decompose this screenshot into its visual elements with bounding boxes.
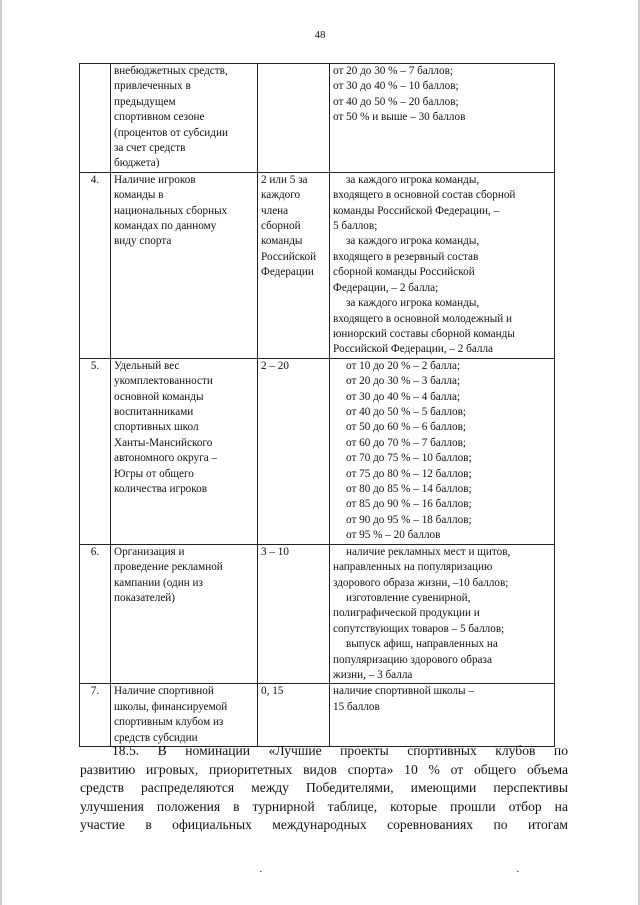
scoring-cell bbox=[330, 544, 555, 684]
criterion-line: Организация и bbox=[114, 545, 185, 558]
scoring-line: от 95 % – 20 баллов bbox=[346, 529, 441, 542]
page-number: 48 bbox=[314, 29, 326, 41]
scoring-line: от 30 до 40 % – 10 баллов; bbox=[333, 80, 459, 93]
criterion-line: автономного округа – bbox=[114, 452, 218, 465]
scoring-line: от 40 до 50 % – 20 баллов; bbox=[333, 95, 459, 108]
table-row bbox=[80, 684, 555, 747]
paragraph-line: улучшения положения в турнирной таблице, которые прошли отбор на bbox=[80, 798, 568, 814]
criterion-line: виду спорта bbox=[114, 235, 172, 248]
row-number-cell: 6. bbox=[80, 544, 111, 684]
scoring-line: Федерации, – 2 балла; bbox=[333, 281, 439, 294]
scoring-line: от 60 до 70 % – 7 баллов; bbox=[346, 436, 466, 449]
row-number-cell: 5. bbox=[80, 358, 111, 544]
scoring-line: от 80 до 85 % – 14 баллов; bbox=[346, 482, 472, 495]
scoring-line: от 50 % и выше – 30 баллов bbox=[333, 111, 466, 124]
criterion-line: бюджета) bbox=[114, 157, 160, 170]
scoring-line: от 85 до 90 % – 16 баллов; bbox=[346, 498, 472, 511]
criterion-cell bbox=[111, 544, 258, 684]
scoring-line: юниорский составы сборной команды bbox=[333, 327, 515, 340]
points-line: Федерации bbox=[261, 266, 314, 279]
criterion-line: командах по данному bbox=[114, 220, 217, 233]
scoring-line: от 20 до 30 % – 7 баллов; bbox=[333, 65, 453, 77]
paragraph-line: 18.5. В номинации «Лучшие проекты спортивных клубов по bbox=[112, 743, 568, 758]
table-row bbox=[80, 358, 555, 544]
scoring-line: от 75 до 80 % – 12 баллов; bbox=[346, 467, 472, 480]
criterion-line: Ханты-Мансийского bbox=[114, 436, 213, 449]
scoring-line: входящего в основной состав сборной bbox=[333, 189, 516, 202]
points-line: 0, 15 bbox=[261, 685, 284, 698]
criterion-line: национальных сборных bbox=[114, 204, 228, 217]
criterion-line: Югры от общего bbox=[114, 467, 194, 480]
criterion-cell bbox=[111, 684, 258, 747]
scoring-line: полиграфической продукции и bbox=[333, 607, 480, 620]
scoring-line: 5 баллов; bbox=[333, 220, 378, 233]
scoring-line: сопутствующих товаров – 5 баллов; bbox=[333, 622, 505, 635]
criterion-line: спортивным клубом из bbox=[114, 716, 224, 729]
section-18-5-paragraph bbox=[80, 742, 568, 835]
scoring-line: от 50 до 60 % – 6 баллов; bbox=[346, 421, 466, 434]
paragraph-line: развитию игровых, приоритетных видов спорта» 10 % от общего объема bbox=[80, 761, 568, 777]
scoring-line: от 10 до 20 % – 2 балла; bbox=[346, 359, 461, 372]
scoring-line: жизни, – 3 балла bbox=[333, 668, 413, 681]
points-line: каждого bbox=[261, 189, 301, 202]
criterion-line: спортивных школ bbox=[114, 421, 199, 434]
table-row bbox=[80, 64, 555, 173]
scoring-cell bbox=[330, 358, 555, 544]
points-line: члена bbox=[261, 204, 289, 217]
scoring-line: наличие спортивной школы – bbox=[333, 685, 474, 698]
scoring-line: 15 баллов bbox=[333, 700, 380, 713]
criterion-cell bbox=[111, 358, 258, 544]
scoring-line: команды Российской Федерации, – bbox=[333, 204, 500, 217]
criterion-cell bbox=[111, 172, 258, 358]
criterion-line: привлеченных в bbox=[114, 80, 191, 93]
points-cell bbox=[258, 544, 330, 684]
scoring-cell bbox=[330, 64, 555, 173]
scoring-line: здорового образа жизни, –10 баллов; bbox=[333, 576, 509, 589]
points-cell bbox=[258, 172, 330, 358]
scan-dot-mark: · bbox=[516, 866, 520, 878]
scoring-line: изготовление сувенирной, bbox=[346, 591, 471, 604]
criterion-line: кампании (один из bbox=[114, 576, 203, 589]
criterion-line: (процентов от субсидии bbox=[114, 126, 228, 139]
criterion-line: школы, финансируемой bbox=[114, 700, 228, 713]
scoring-line: за каждого игрока команды, bbox=[346, 235, 480, 248]
scoring-line: наличие рекламных мест и щитов, bbox=[346, 545, 511, 558]
row-number-cell: 4. bbox=[80, 172, 111, 358]
scoring-line: сборной команды Российской bbox=[333, 266, 475, 279]
criterion-line: основной команды bbox=[114, 390, 204, 403]
criterion-line: Наличие спортивной bbox=[114, 685, 214, 698]
scan-dot-mark: · bbox=[259, 866, 263, 878]
criterion-line: предыдущем bbox=[114, 95, 176, 108]
criterion-line: средств субсидии bbox=[114, 731, 198, 744]
scoring-cell bbox=[330, 684, 555, 747]
points-cell bbox=[258, 64, 330, 173]
scoring-line: популяризацию здорового образа bbox=[333, 653, 492, 666]
points-line: сборной bbox=[261, 220, 301, 233]
scoring-line: от 90 до 95 % – 18 баллов; bbox=[346, 513, 472, 526]
scoring-criteria-table bbox=[79, 63, 555, 747]
scoring-line: от 20 до 30 % – 3 балла; bbox=[346, 375, 461, 388]
criterion-line: показателей) bbox=[114, 591, 176, 604]
scoring-line: за каждого игрока команды, bbox=[346, 173, 480, 186]
criterion-cell bbox=[111, 64, 258, 173]
scoring-line: входящего в основной молодежный и bbox=[333, 312, 513, 325]
scoring-line: от 30 до 40 % – 4 балла; bbox=[346, 390, 461, 403]
page-edge-left bbox=[0, 0, 2, 905]
points-line: 2 – 20 bbox=[261, 359, 289, 372]
table-row bbox=[80, 544, 555, 684]
criterion-line: воспитанниками bbox=[114, 405, 194, 418]
scoring-line: выпуск афиш, направленных на bbox=[346, 638, 498, 651]
paragraph-line: участие в официальных международных соревнованиях по итогам bbox=[80, 817, 568, 833]
criterion-line: спортивном сезоне bbox=[114, 111, 205, 124]
criterion-line: количества игроков bbox=[114, 482, 208, 495]
criterion-line: проведение рекламной bbox=[114, 561, 223, 574]
points-line: 2 или 5 за bbox=[261, 173, 308, 186]
points-line: 3 – 10 bbox=[261, 545, 289, 558]
criterion-line: команды в bbox=[114, 189, 164, 202]
points-line: Российской bbox=[261, 250, 317, 263]
criterion-line: Удельный вес bbox=[114, 359, 180, 372]
points-cell bbox=[258, 684, 330, 747]
points-line: команды bbox=[261, 235, 303, 248]
criterion-line: внебюджетных средств, bbox=[114, 65, 228, 77]
criterion-line: укомплектованности bbox=[114, 375, 213, 388]
scoring-line: направленных на популяризацию bbox=[333, 561, 493, 574]
scoring-line: Российской Федерации, – 2 балла bbox=[333, 343, 494, 356]
criterion-line: Наличие игроков bbox=[114, 173, 196, 186]
criterion-line: за счет средств bbox=[114, 142, 186, 155]
row-number-cell: 7. bbox=[80, 684, 111, 747]
scoring-line: от 70 до 75 % – 10 баллов; bbox=[346, 452, 472, 465]
row-number-cell bbox=[80, 64, 111, 173]
points-cell bbox=[258, 358, 330, 544]
scoring-cell bbox=[330, 172, 555, 358]
scoring-line: от 40 до 50 % – 5 баллов; bbox=[346, 405, 466, 418]
scoring-line: входящего в резервный состав bbox=[333, 250, 479, 263]
scoring-line: за каждого игрока команды, bbox=[346, 297, 480, 310]
paragraph-line: средств распределяются между Победителями, имеющими перспективы bbox=[80, 780, 568, 796]
table-row bbox=[80, 172, 555, 358]
